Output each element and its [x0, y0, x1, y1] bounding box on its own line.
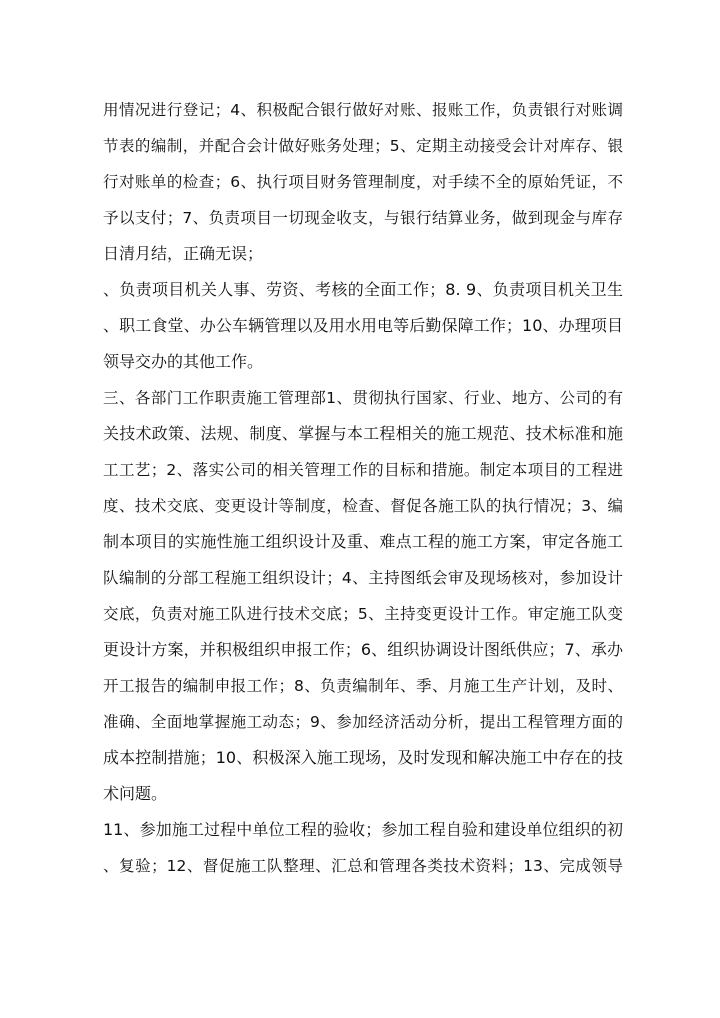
text-line: 领导交办的其他工作。	[103, 352, 264, 371]
text-line: 准确、全面地掌握施工动态；9、参加经济活动分析，提出工程管理方面的	[103, 713, 623, 731]
text-line: 关技术政策、法规、制度、掌握与本工程相关的施工规范、技术标准和施	[103, 424, 623, 443]
text-line: 、复验；12、督促施工队整理、汇总和管理各类技术资料；13、完成领导	[103, 857, 623, 875]
document-body	[103, 92, 623, 884]
text-line: 11、参加施工过程中单位工程的验收；参加工程自验和建设单位组织的初	[103, 820, 623, 839]
text-line: 交底，负责对施工队进行技术交底；5、主持变更设计工作。审定施工队变	[103, 605, 623, 623]
text-line: 、负责项目机关人事、劳资、考核的全面工作；8. 9、负责项目机关卫生	[103, 280, 623, 299]
paragraph-acceptance-duties	[103, 812, 623, 884]
text-line: 、职工食堂、办公车辆管理以及用水用电等后勤保障工作；10、办理项目	[103, 316, 623, 335]
text-line: 成本控制措施；10、积极深入施工现场，及时发现和解决施工中存在的技	[103, 748, 623, 767]
text-line: 行对账单的检查；6、执行项目财务管理制度，对手续不全的原始凭证，不	[103, 173, 623, 191]
text-line: 工工艺；2、落实公司的相关管理工作的目标和措施。制定本项目的工程进	[103, 461, 623, 479]
paragraph-construction-management	[103, 380, 623, 812]
text-line: 队编制的分部工程施工组织设计；4、主持图纸会审及现场核对，参加设计	[103, 569, 623, 587]
text-line: 度、技术交底、变更设计等制度，检查、督促各施工队的执行情况；3、编	[103, 497, 623, 515]
text-line: 日清月结，正确无误；	[103, 244, 264, 263]
paragraph-admin-duties	[103, 272, 623, 380]
text-line: 开工报告的编制申报工作；8、负责编制年、季、月施工生产计划，及时、	[103, 677, 623, 695]
text-line: 节表的编制，并配合会计做好账务处理；5、定期主动接受会计对库存、银	[103, 137, 623, 155]
paragraph-finance-duties	[103, 92, 623, 272]
text-line: 三、各部门工作职责施工管理部1、贯彻执行国家、行业、地方、公司的有	[103, 389, 623, 407]
text-line: 制本项目的实施性施工组织设计及重、难点工程的施工方案，审定各施工	[103, 532, 623, 551]
text-line: 术问题。	[103, 784, 168, 803]
text-line: 更设计方案，并积极组织申报工作；6、组织协调设计图纸供应；7、承办	[103, 640, 623, 659]
text-line: 用情况进行登记；4、积极配合银行做好对账、报账工作，负责银行对账调	[103, 101, 623, 119]
text-line: 予以支付；7、负责项目一切现金收支，与银行结算业务，做到现金与库存	[103, 209, 623, 227]
